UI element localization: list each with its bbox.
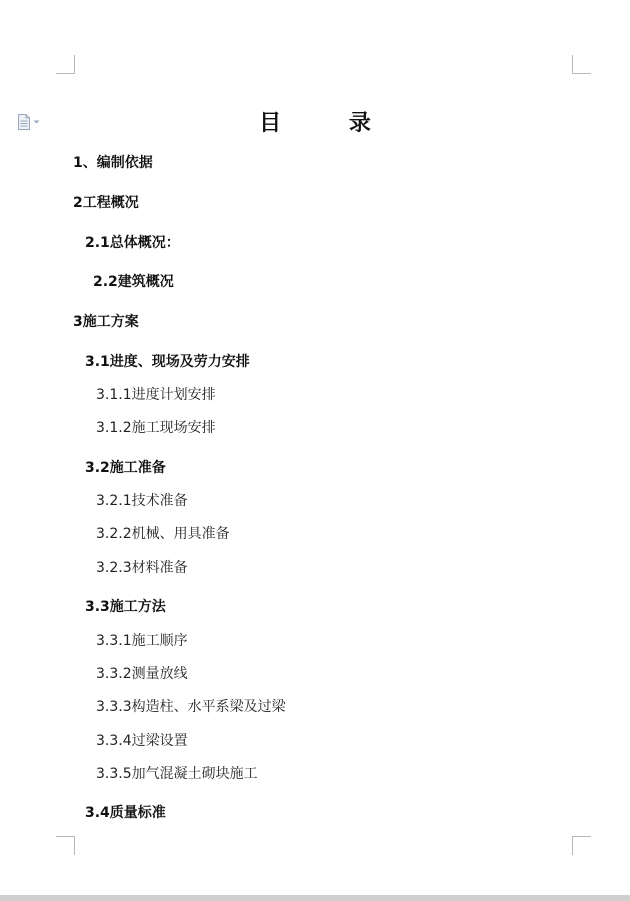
toc-entry[interactable]: 3.4质量标准 <box>85 805 166 821</box>
toc-entry[interactable]: 3.3施工方法 <box>85 599 166 615</box>
toc-entry[interactable]: 3施工方案 <box>73 314 139 330</box>
toc-entry[interactable]: 3.3.4过梁设置 <box>96 733 188 749</box>
crop-mark-top-right <box>572 55 591 74</box>
toc-entry[interactable]: 3.3.5加气混凝土砌块施工 <box>96 766 258 782</box>
crop-mark-bottom-left <box>56 836 75 855</box>
toc-title: 目 录 <box>259 111 401 136</box>
crop-mark-bottom-right <box>572 836 591 855</box>
toc-entry[interactable]: 3.3.2测量放线 <box>96 666 188 682</box>
toc-entry[interactable]: 1、编制依据 <box>73 155 153 171</box>
toc-entry[interactable]: 3.2施工准备 <box>85 460 166 476</box>
toc-entry[interactable]: 3.2.1技术准备 <box>96 493 188 509</box>
toc-entry[interactable]: 2工程概况 <box>73 195 139 211</box>
toc-entry[interactable]: 3.3.1施工顺序 <box>96 633 188 649</box>
window-bottom-edge <box>0 895 630 901</box>
toc-entry[interactable]: 3.2.3材料准备 <box>96 560 188 576</box>
toc-entry[interactable]: 3.3.3构造柱、水平系梁及过梁 <box>96 699 286 715</box>
toc-entry[interactable]: 3.1.1进度计划安排 <box>96 387 216 403</box>
toc-entry[interactable]: 3.1进度、现场及劳力安排 <box>85 354 250 370</box>
toc-entry[interactable]: 3.2.2机械、用具准备 <box>96 526 230 542</box>
toc-entry[interactable]: 2.1总体概况： <box>85 235 180 251</box>
toc-entry[interactable]: 3.1.2施工现场安排 <box>96 420 216 436</box>
toc-entry[interactable]: 2.2建筑概况 <box>93 274 174 290</box>
crop-mark-top-left <box>56 55 75 74</box>
